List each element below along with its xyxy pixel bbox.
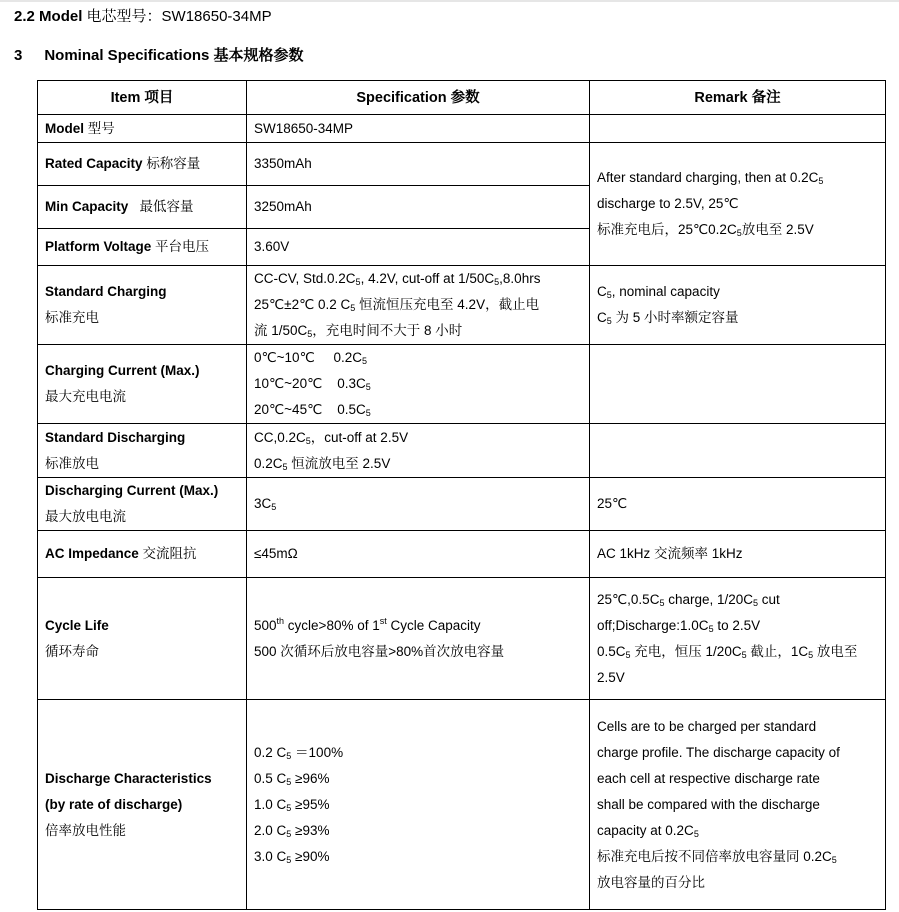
item-cell: Cycle Life 循环寿命 — [38, 578, 247, 700]
item-cell: Discharging Current (Max.) 最大放电电流 — [38, 478, 247, 531]
table-row — [38, 115, 886, 143]
spec-cell: 3250mAh — [247, 186, 590, 229]
remark-cell — [590, 424, 886, 478]
section-3-heading — [14, 44, 304, 65]
spec-cell: ≤45mΩ — [247, 531, 590, 578]
spec-cell: 3.60V — [247, 229, 590, 266]
remark-cell: 25℃ — [590, 478, 886, 531]
remark-cell: Cells are to be charged per standard charge profile. The discharge capacity of each cell at respective discharge rate shall be compared with the discharge capacity at $0.2C_5$ 标准充电后按不同倍率放电容量同 $0.2C_5$ 放电容量的百分比 — [590, 700, 886, 910]
section-number: 3 — [14, 47, 23, 64]
remark-cell: AC 1kHz 交流频率 1kHz — [590, 531, 886, 578]
spec-cell: SW18650-34MP — [247, 115, 590, 143]
table-row — [38, 531, 886, 578]
capacity-remark-cell: After standard charging, then at $0.2C_5$ discharge to 2.5V, 25℃ 标准充电后，$25℃0.2C_5$放电至 2.5V — [590, 143, 886, 266]
table-row — [38, 345, 886, 424]
spec-cell: $3C_5$ — [247, 478, 590, 531]
table-header-row — [38, 81, 886, 115]
spec-cell: 0.2 $C_5 =100\%$ 0.5 $C_5 \ge 96\%$ 1.0 $C_5 \ge 95\%$ 2.0 $C_5 \ge 93\%$ 3.0 $C_5 \ge 90\%$ — [247, 700, 590, 910]
item-cell: Standard Discharging 标准放电 — [38, 424, 247, 478]
spec-cell: 500th cycle>80% of 1st Cycle Capacity 500 次循环后放电容量>80%首次放电容量 — [247, 578, 590, 700]
header-spec: Specification 参数 — [247, 81, 590, 115]
table-row — [38, 578, 886, 700]
remark-cell: $C_5$, nominal capacity $C_5$ 为 5 小时率额定容量 — [590, 266, 886, 345]
remark-cell — [590, 115, 886, 143]
item-cell: Discharge Characteristics (by rate of discharge) 倍率放电性能 — [38, 700, 247, 910]
spec-cell: CC-CV, $Std.0.2C_5$, 4.2V, cut-off at $1/50C_5,8.0hrs$ 25℃±2℃ 0.2 $C_5$ 恒流恒压充电至 4.2V，截止电 流 $1/50C_5$，充电时间不大于 8 小时 — [247, 266, 590, 345]
item-cell: Charging Current (Max.) 最大充电电流 — [38, 345, 247, 424]
item-cell: Standard Charging 标准充电 — [38, 266, 247, 345]
header-item: Item 项目 — [38, 81, 247, 115]
header-remark: Remark 备注 — [590, 81, 886, 115]
remark-cell: $25℃,0.5C_5$ charge, $1/20C_5$ cut $off;Discharge:1.0C_5$ to 2.5V $0.5C_5$ 充电，恒压 $1/20C_5$ 截止，$1C_5$ 放电至 2.5V — [590, 578, 886, 700]
item-cell: AC Impedance 交流阻抗 — [38, 531, 247, 578]
nominal-spec-table — [37, 80, 886, 910]
spec-cell: 0℃~10℃ $0.2C_5$ 10℃~20℃ $0.3C_5$ 20℃~45℃ $0.5C_5$ — [247, 345, 590, 424]
spec-cell: 3350mAh — [247, 143, 590, 186]
item-cell: Min Capacity 最低容量 — [38, 186, 247, 229]
table-row — [38, 700, 886, 910]
item-cell: Model 型号 — [38, 115, 247, 143]
spec-cell: $CC,0.2C_5$，cut-off at 2.5V $0.2C_5$ 恒流放电至 2.5V — [247, 424, 590, 478]
section-2-2-heading — [14, 5, 272, 26]
section-title-en: Model — [39, 8, 83, 25]
remark-cell — [590, 345, 886, 424]
item-cell: Platform Voltage 平台电压 — [38, 229, 247, 266]
top-divider — [0, 0, 899, 2]
model-text: 电芯型号：SW18650-34MP — [86, 8, 272, 25]
table-row — [38, 143, 886, 186]
table-row — [38, 424, 886, 478]
section-number: 2.2 — [14, 8, 35, 25]
item-cell: Rated Capacity 标称容量 — [38, 143, 247, 186]
section-title: Nominal Specifications 基本规格参数 — [44, 47, 304, 64]
table-row — [38, 478, 886, 531]
table-row — [38, 266, 886, 345]
